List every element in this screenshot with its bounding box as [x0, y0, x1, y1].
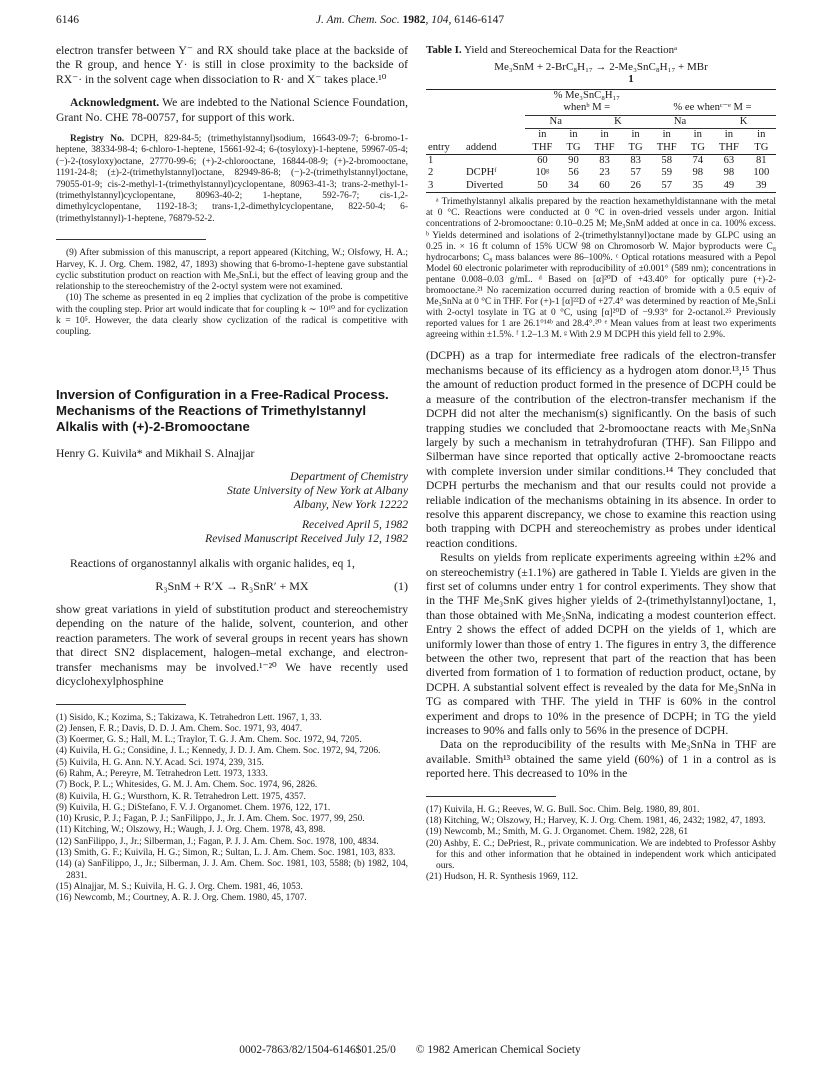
cell-value: 26 [622, 180, 649, 193]
reference-item: (14) (a) SanFilippo, J., Jr.; Silberman, J. J. Am. Chem. Soc. 1981, 103, 5588; (b) 1982, 104, 2831. [56, 859, 408, 881]
cell-value: 23 [599, 167, 610, 179]
right-column [426, 44, 776, 884]
cell-value: 83 [630, 155, 641, 167]
reference-item: (8) Kuivila, H. G.; Wursthorn, K. R. Tetrahedron Lett. 1975, 4357. [56, 791, 306, 802]
cell-value: 81 [756, 155, 767, 167]
registry-numbers [56, 134, 408, 225]
cell-addend: Diverted [464, 180, 525, 193]
table-header-row [426, 129, 776, 142]
reference-item: (17) Kuivila, H. G.; Reeves, W. G. Bull. Soc. Chim. Belg. 1980, 89, 801. [426, 804, 700, 815]
affiliation [56, 470, 408, 547]
cell-entry: 2 [428, 167, 434, 179]
head-in: in [693, 129, 702, 141]
cell-value: 59 [661, 167, 672, 179]
reference-item: (11) Kitching, W.; Olszowy, H.; Waugh, J. J. Org. Chem. 1978, 43, 898. [56, 825, 326, 836]
journal-volume: 104 [431, 14, 449, 26]
head-thf: THF [587, 142, 622, 155]
cell-addend [464, 155, 525, 168]
table-row [426, 155, 776, 168]
reference-item: (1) Sisido, K.; Kozima, S.; Takizawa, K. Tetrahedron Lett. 1967, 1, 33. [56, 712, 322, 723]
affil-city: Albany, New York 12222 [293, 498, 408, 512]
paragraph-right-c: Data on the reproducibility of the results with Me₃SnNa in THF are available. Smith¹³ obtained the same yield (60%) of 1 in a control as is reported here. This decreased to 10% in the [426, 738, 776, 781]
page-number: 6146 [56, 14, 79, 26]
head-k: K [711, 115, 776, 128]
head-thf: THF [525, 142, 560, 155]
head-thf: THF [711, 142, 746, 155]
reference-item: (19) Newcomb, M.; Smith, M. G. J. Organomet. Chem. 1982, 228, 61 [426, 827, 689, 838]
head-tg: TG [747, 142, 776, 155]
reference-item: (15) Alnajjar, M. S.; Kuivila, H. G. J. Org. Chem. 1981, 46, 1053. [56, 881, 303, 892]
reference-item: (6) Rahm, A.; Pereyre, M. Tetrahedron Lett. 1973, 1333. [56, 769, 268, 779]
cell-value: 83 [599, 155, 610, 167]
head-na: Na [649, 115, 711, 128]
journal-name: J. Am. Chem. Soc. [315, 14, 400, 26]
cell-value: 35 [684, 180, 711, 193]
head-in: in [600, 129, 609, 141]
cell-addend: DCPHᶠ [466, 167, 497, 179]
head-in: in [724, 129, 733, 141]
cell-value: 63 [723, 155, 735, 167]
paragraph-2: show great variations in yield of substitution product and stereochemistry depending on the nature of the halide, solvent, counterion, and other reaction parameters. The work of several groups in recent years has shown that direct SN2 displacement, halogen–metal exchange, and electron-transfer mechanisms may be involved.¹⁻²⁰ We have recently used dicyclohexylphosphine [56, 603, 408, 689]
references-divider [56, 704, 186, 705]
cell-value: 57 [649, 180, 684, 193]
table-header-row [426, 115, 776, 128]
cell-value: 90 [568, 155, 579, 167]
reference-item: (3) Koermer, G. S.; Hall, M. L.; Traylor, T. G. J. Am. Chem. Soc. 1972, 94, 7205. [56, 735, 362, 746]
table-header-row [426, 102, 776, 115]
reference-item: (16) Newcomb, M.; Courtney, A. R. J. Org. Chem. 1980, 45, 1707. [56, 893, 307, 904]
footer-code: 0002-7863/82/1504-6146$01.25/0 [239, 1044, 396, 1056]
reference-item: (18) Kitching, W.; Olszowy, H.; Harvey, K. J. Org. Chem. 1981, 46, 2432; 1982, 47, 1893. [426, 815, 766, 826]
cell-entry: 1 [428, 155, 434, 167]
head-tg: TG [684, 142, 711, 155]
reference-item: (13) Smith, G. F.; Kuivila, H. G.; Simon, R.; Sultan, L. J. Am. Chem. Soc. 1981, 103, 833. [56, 848, 396, 859]
head-na: Na [525, 115, 587, 128]
table-caption [426, 44, 776, 57]
references-right [426, 805, 776, 884]
head-k: K [587, 115, 649, 128]
cell-value: 74 [692, 155, 704, 167]
authors: Henry G. Kuivila* and Mikhail S. Alnajjar [56, 446, 255, 460]
page-footer [0, 1044, 820, 1056]
head-entry: entry [426, 142, 464, 155]
cell-value: 98 [692, 167, 704, 179]
ack-text: We are indebted to the National Science Foundation, Grant No. CHE 78-00757, for support of this work. [56, 96, 408, 124]
left-column [56, 44, 408, 905]
cell-value: 58 [661, 155, 672, 167]
cell-value: 57 [630, 167, 641, 179]
head-tg: TG [560, 142, 587, 155]
head-yield: % Me₃SnC₈H₁₇ [553, 90, 620, 101]
affil-dept: Department of Chemistry [290, 469, 408, 483]
reference-item: (9) Kuivila, H. G.; DiStefano, F. V. J. Organomet. Chem. 1976, 122, 171. [56, 802, 331, 813]
head-in: in [631, 129, 640, 141]
reference-item: (4) Kuivila, H. G.; Considine, J. L.; Kennedy, J. D. J. Am. Chem. Soc. 1972, 94, 7206. [56, 746, 381, 757]
cell-value: 10ᵍ [535, 167, 550, 179]
registry-text: DCPH, 829-84-5; (trimethylstannyl)sodium, 16643-09-7; 6-bromo-1-heptene, 38334-98-4; 6-chloro-1-heptene, 15661-92-4; 6-(tosyloxy)-1-heptene, 59967-05-4; (−)-2-(tosyloxy)octane, 27770-99-6; (+)-2-chlorooctane, 16844-08-9; (+)-2-bromooctane, 1191-24-8; (±)-2-(trimethylstannyl)octane, 82949-86-8; (−)-2-(trimethylstannyl)octane, 79055-01-9; cis-2-methyl-1-(trimethylstannyl)cyclopentane, 80963-41-3; trans-2-methyl-1-(trimethylstannyl)cyclopentane, 80963-40-2; 1-heptane, 592-76-7; cis-1,2-dimethylcyclopentane, 1192-18-3; trans-1,2-dimethylcyclopentane, 822-50-4; 6-(trimethylstannyl)-1-heptene, 76879-52-2. [56, 134, 408, 224]
head-yield-when: whenᵇ M = [563, 102, 611, 114]
cell-value: 39 [747, 180, 776, 193]
reference-item: (12) SanFilippo, J., Jr.; Silberman, J.; Fagan, P. J. J. Am. Chem. Soc. 1978, 100, 4834. [56, 836, 379, 847]
head-thf: THF [649, 142, 684, 155]
acknowledgment [56, 96, 408, 125]
revised-date: Revised Manuscript Received July 12, 1982 [205, 532, 408, 546]
paragraph-right-b: Results on yields from replicate experiments agreeing within ±2% and on stereochemistry (±1.1%) are gathered in Table I. Yields are given in the first set of columns under entry 1 for control experiments. They show that in the THF Me₃SnK gives higher yields of 2-(trimethylstannyl)octane, 1, than those obtained with Me₃SnNa, indicating a modest counterion effect. Entry 2 shows the effect of added DCPH on the yields of 1, which are uniformly lower than those of entry 1. The figures in entry 3, the difference between the other two, represent that part of the reaction that has been diverted from formation of 1 to formation of reduction product, octane, by DCPH. A substantial solvent effect is revealed by the data for Me₃SnNa in TG as compared with THF. The yield in THF is 60% in the control experiment and drops to 10% in the presence of DCPH; in TG the yield increases to 90% and falls only to 56% in the presence of DCPH. [426, 551, 776, 738]
reference-item: (20) Ashby, E. C.; DePriest, R., private communication. We are indebted to Professor Ashby for this and other information that he obtained in independent work which anticipated ours. [426, 838, 776, 872]
footnote-divider [56, 239, 206, 240]
journal-year: 1982 [402, 14, 426, 26]
cell-value: 34 [560, 180, 587, 193]
cell-value: 49 [711, 180, 746, 193]
reference-item: (2) Jensen, F. R.; Davis, D. D. J. Am. Chem. Soc. 1971, 93, 4047. [56, 723, 303, 734]
head-in: in [662, 129, 671, 141]
cell-value: 60 [587, 180, 622, 193]
table-header-row [426, 90, 776, 103]
registry-label: Registry No. [70, 134, 125, 145]
table-row [426, 180, 776, 193]
equation-1 [56, 579, 408, 595]
data-table [426, 89, 776, 193]
ack-label: Acknowledgment. [70, 96, 160, 110]
received-date: Received April 5, 1982 [301, 518, 408, 532]
head-in: in [757, 129, 766, 141]
reference-item: (7) Bock, P. L.; Whitesides, G. M. J. Am. Chem. Soc. 1974, 96, 2826. [56, 780, 318, 791]
table-row [426, 167, 776, 179]
table-reaction: Me₃SnM + 2-BrC₈H₁₇ → 2-Me₃SnC₈H₁₇ + MBr [494, 61, 708, 73]
cell-value: 56 [568, 167, 579, 179]
table-body [426, 155, 776, 193]
head-ee: % ee whenᶜ⁻ᵉ M = [673, 102, 752, 114]
cell-value: 100 [753, 167, 770, 179]
reference-item: (21) Hudson, H. R. Synthesis 1969, 112. [426, 872, 578, 883]
affil-univ: State University of New York at Albany [227, 483, 408, 497]
equation-number: (1) [394, 579, 408, 594]
table-reaction-number: 1 [628, 73, 634, 85]
table-label: Table I. [426, 44, 462, 56]
intro-paragraph: electron transfer between Y⁻ and RX should take place at the backside of the R group, and hence Y· is still in close proximity to the backside of RX⁻· in the solvent cage when dissociation to R· and X⁻ takes place.¹⁰ [56, 44, 408, 86]
reference-item: (10) Krusic, P. J.; Fagan, P. J.; SanFilippo, J., Jr. J. Am. Chem. Soc. 1977, 99, 250. [56, 814, 365, 825]
head-in: in [538, 129, 547, 141]
head-in: in [569, 129, 578, 141]
cell-value: 60 [537, 155, 548, 167]
cell-entry: 3 [426, 180, 464, 193]
reference-item: (5) Kuivila, H. G. Ann. N.Y. Acad. Sci. 1974, 239, 315. [56, 757, 264, 768]
note-9: (9) After submission of this manuscript, a report appeared (Kitching, W.; Olsfowy, H. A.; Harvey, K. J. Org. Chem. 1982, 47, 1893) showing that 6-bromo-1-heptene gave substantial cyclic substitution product on reaction with Me₃SnLi, but the effect of leaving group and the relationship to the stereochemistry of the 2-octyl system were not examined. [56, 248, 408, 293]
cell-value: 50 [525, 180, 560, 193]
equation-text: R₃SnM + R′X → R₃SnR′ + MX [155, 579, 309, 594]
journal-pages: 6146-6147 [454, 14, 505, 26]
paragraph-right-a: (DCPH) as a trap for intermediate free radicals of the electron-transfer mechanisms because of its efficiency as a hydrogen atom donor.¹³,¹⁵ Thus the amount of reduction product formed in the presence of DCPH could be a measure of the contribution of the electron-transfer mechanism if the DCPH did not alter the mechanism(s) significantly. On the basis of such trapping studies we concluded that 2-bromooctane reacts with Me₃SnNa largely by such a mechanism in tetrahydrofuran (THF). San Filippo and Silberman have since reported that optically active 2-bromooctane reacts with complete inversion under similar conditions.¹⁴ They concluded that DCPH perturbs the mechanism and that our results could not provide a reliable indication of the mechanisms obtaining in its absence. In order to resolve this apparent discrepancy, we chose to examine this reaction using both trapping with DCPH and stereochemistry as probes under identical reaction conditions. [426, 349, 776, 550]
table-footnotes: ᵃ Trimethylstannyl alkalis prepared by the reaction hexamethyldistannane with the metal at 0 °C. Reactions were conducted at 0 °C in oven-dried vessels under argon. Initial concentrations of 2-bromooctane: 0.10–0.25 M; Me₃SnM added at once in ca. 100% excess. ᵇ Yields determined and isolations of 2-(trimethylstannyl)octane made by GLPC using an 0.25 in. × 16 ft column of 15% UCW 98 on Chromosorb W. Major byproducts were C₈ hydrocarbons; C₈ mass balances were 86–100%. ᶜ Optical rotations measured with a Pepol Model 60 electronic polarimeter with reproducibility of ±0.001° (589 nm); concentrations in pentane 0.008–0.03 g/mL. ᵈ Based on [α]²⁰D of +43.40° for optically pure (+)-2-bromooctane.²¹ No racemization occurred during reaction of bromide with a 0.5 equiv of Me₃SnNa at 0 °C in THF. For (+)-1 [α]²²D of +27.4° was determined by reaction of Me₃SnLi with 2-octyl tosylate in TG at 0 °C, using [α]²⁰D of −9.93° for 2-octanol.²⁵ Previously reported values for 1 are 26.1°¹⁴ᵇ and 28.4°.²⁰ ᵉ Mean values from at least two experiments agreeing within ±1.5%. ᶠ 1.2–1.3 M. ᵍ With 2.9 M DCPH this yield fell to 2.9%. [426, 197, 776, 341]
footer-copyright: © 1982 American Chemical Society [415, 1044, 581, 1056]
cell-value: 98 [723, 167, 735, 179]
note-10: (10) The scheme as presented in eq 2 implies that cyclization of the probe is competitive with the coupling step. Prior art would indicate that for coupling k ∼ 10¹⁰ and for cyclization k = 10⁵. However, the data clearly show cyclization of the radical is competitive with coupling. [56, 293, 408, 338]
references-divider [426, 796, 556, 797]
table-title: Yield and Stereochemical Data for the Reactionᵃ [461, 44, 678, 56]
table-header-row [426, 142, 776, 155]
article-title: Inversion of Configuration in a Free-Radical Process. Mechanisms of the Reactions of Trimethylstannyl Alkalis with (+)-2-Bromooctane [56, 386, 389, 434]
running-header: J. Am. Chem. Soc. 1982, 104, 6146-6147 [315, 14, 505, 26]
head-addend: addend [464, 142, 525, 155]
head-tg: TG [622, 142, 649, 155]
references-left [56, 713, 408, 905]
paragraph-1: Reactions of organostannyl alkalis with organic halides, eq 1, [70, 556, 355, 570]
